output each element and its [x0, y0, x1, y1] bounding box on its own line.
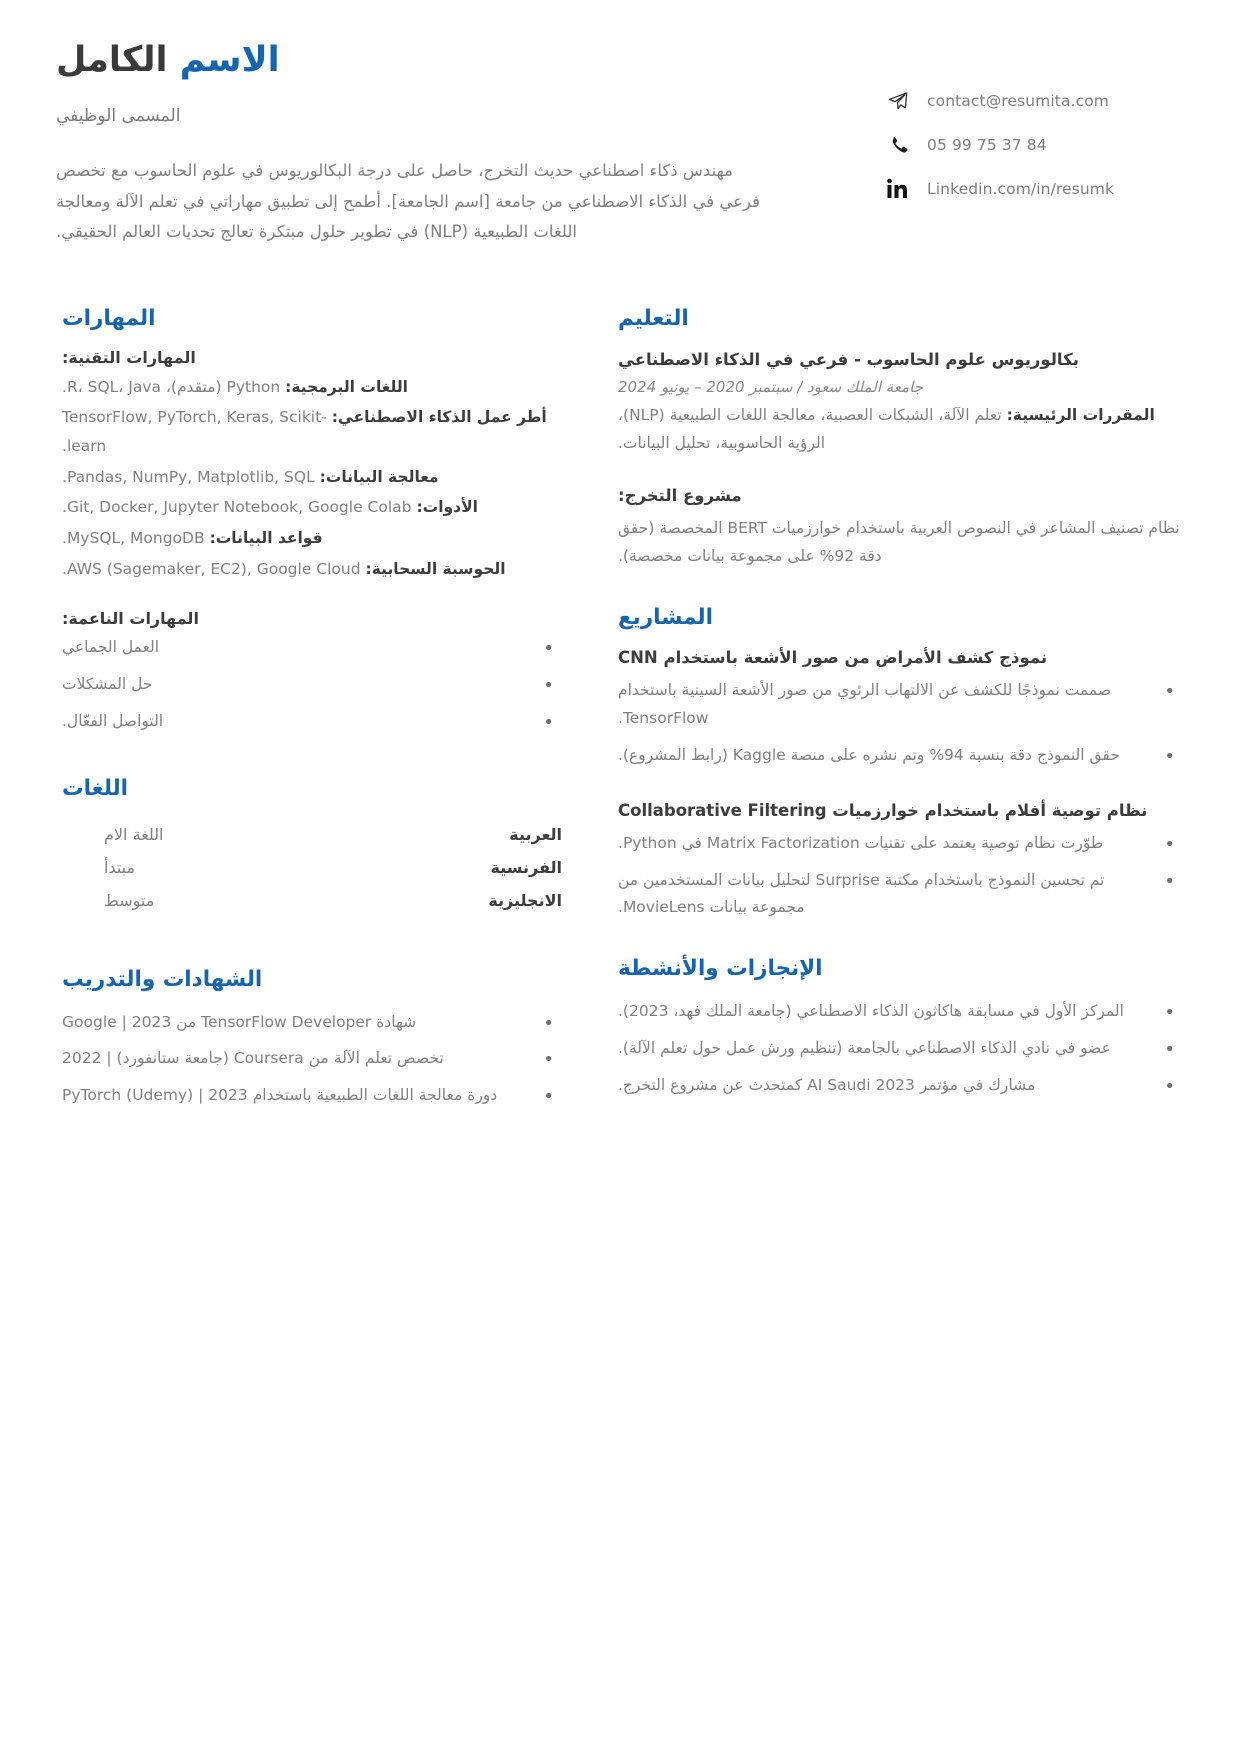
languages-table: [62, 818, 562, 917]
table-row: [62, 851, 562, 884]
section-title-projects: المشاريع: [618, 604, 713, 630]
list-item: • طوّرت نظام توصية يعتمد على تقنيات Matrix Factorization في Python.: [618, 830, 1183, 858]
language-name: العربية: [509, 824, 562, 844]
soft-skills-label: المهارات الناعمة:: [62, 609, 199, 629]
skill-row: [62, 555, 562, 584]
skill-row: [62, 403, 562, 460]
contact-item-linkedin[interactable]: [883, 176, 1183, 202]
section-education: [618, 306, 1183, 571]
list-item: • العمل الجماعي: [62, 634, 562, 662]
project-item: [618, 646, 1183, 769]
spacer: [618, 779, 1183, 799]
list-item: • دورة معالجة اللغات الطبيعية باستخدام PyTorch (Udemy) | 2023: [62, 1082, 562, 1110]
linkedin-icon: [883, 177, 913, 201]
language-level: اللغة الام: [104, 824, 164, 844]
skill-value: AWS (Sagemaker, EC2), Google Cloud.: [62, 559, 366, 578]
language-name: الانجليزية: [488, 890, 562, 910]
project-item: [618, 799, 1183, 922]
list-item: • تم تحسين النموذج باستخدام مكتبة Surprise لتحليل بيانات المستخدمين من مجموعة بيانات MovieLens.: [618, 867, 1183, 923]
section-title-certifications: الشهادات والتدريب: [62, 966, 263, 992]
section-certifications: [62, 967, 562, 1110]
skill-label: معالجة البيانات:: [319, 467, 439, 486]
table-row: [62, 818, 562, 851]
section-projects: [618, 605, 1183, 923]
education-courses-text: تعلم الآلة، الشبكات العصبية، معالجة اللغات الطبيعية (NLP)، الرؤية الحاسوبية، تحليل البيانات.: [618, 406, 1007, 453]
list-item: • المركز الأول في مسابقة هاكاثون الذكاء الاصطناعي (جامعة الملك فهد، 2023).: [618, 998, 1183, 1026]
section-languages: [62, 776, 562, 917]
technical-skills-label: المهارات التقنية:: [62, 347, 196, 367]
list-item: • مشارك في مؤتمر AI Saudi 2023 كمتحدث عن مشروع التخرج.: [618, 1072, 1183, 1100]
name-accent: الاسم: [179, 40, 280, 80]
skill-row: [62, 493, 562, 522]
skill-row: [62, 373, 562, 402]
send-icon: [883, 90, 913, 112]
list-item: • تخصص تعلم الآلة من Coursera (جامعة ستانفورد) | 2022: [62, 1045, 562, 1073]
skill-value: Pandas, NumPy, Matplotlib, SQL.: [62, 467, 320, 486]
contact-item-phone[interactable]: [883, 132, 1183, 158]
section-achievements: [618, 956, 1183, 1099]
capstone-text: نظام تصنيف المشاعر في النصوص العربية باستخدام خوارزميات BERT المخصصة (حقق دقة 92% على مجموعة بيانات مخصصة).: [618, 518, 1180, 565]
skill-value: MySQL, MongoDB.: [62, 528, 210, 547]
skill-label: الأدوات:: [416, 498, 478, 517]
project-bullets: [618, 830, 1183, 923]
project-name: نظام توصية أفلام باستخدام خوارزميات Collaborative Filtering: [618, 800, 1148, 820]
skill-label: اللغات البرمجية:: [285, 377, 408, 396]
professional-summary: مهندس ذكاء اصطناعي حديث التخرج، حاصل على درجة البكالوريوس في علوم الحاسوب مع تخصص فرعي في الذكاء الاصطناعي من جامعة [اسم الجامعة]. أطمح إلى تطبيق مهاراتي في تعلم الآلة ومعالجة اللغات الطبيعية (NLP) في تطوير حلول مبتكرة تعالج تحديات العالم الحقيقي.: [56, 161, 760, 242]
name-rest: الكامل: [56, 40, 180, 80]
skill-value: Git, Docker, Jupyter Notebook, Google Colab.: [62, 498, 417, 517]
email-value: contact@resumita.com: [927, 92, 1109, 110]
skill-label: قواعد البيانات:: [209, 528, 323, 547]
list-item: • التواصل الفعّال.: [62, 708, 562, 736]
skill-label: أطر عمل الذكاء الاصطناعي:: [331, 408, 547, 427]
table-row: [62, 884, 562, 917]
section-title-education: التعليم: [618, 305, 689, 331]
contact-item-email[interactable]: [883, 88, 1183, 114]
section-title-skills: المهارات: [62, 305, 156, 331]
achievements-list: [618, 998, 1183, 1100]
list-item: • عضو في نادي الذكاء الاصطناعي بالجامعة (تنظيم ورش عمل حول تعلم الآلة).: [618, 1035, 1183, 1063]
linkedin-value: Linkedin.com/in/resumk: [927, 180, 1115, 198]
phone-value: 05 99 75 37 84: [927, 136, 1047, 154]
job-title: المسمى الوظيفي: [56, 106, 181, 127]
skill-label: الحوسبة السحابية:: [365, 559, 506, 578]
education-school-dates: جامعة الملك سعود / سبتمبر 2020 – يونيو 2024: [618, 378, 923, 397]
language-level: مبتدأ: [104, 857, 136, 877]
right-column: [62, 306, 562, 1144]
list-item: • شهادة TensorFlow Developer من Google | 2023: [62, 1009, 562, 1037]
certifications-list: [62, 1009, 562, 1111]
soft-skills-list: [62, 634, 562, 736]
section-title-achievements: الإنجازات والأنشطة: [618, 956, 823, 982]
resume-header: [56, 40, 1183, 248]
education-courses: [618, 402, 1183, 458]
language-name: الفرنسية: [490, 857, 562, 877]
section-title-languages: اللغات: [62, 775, 129, 801]
skill-row: [62, 463, 562, 492]
phone-icon: [883, 135, 913, 156]
left-column: [618, 306, 1183, 1144]
skill-row: [62, 524, 562, 553]
page-title: [56, 40, 876, 80]
project-name: نموذج كشف الأمراض من صور الأشعة باستخدام CNN: [618, 648, 1048, 668]
list-item: • حل المشكلات: [62, 671, 562, 699]
skill-value: Python (متقدم)، R، SQL، Java.: [62, 377, 286, 396]
project-bullets: [618, 677, 1183, 770]
list-item: • حقق النموذج دقة بنسبة 94% وتم نشره على منصة Kaggle (رابط المشروع).: [618, 742, 1183, 770]
language-level: متوسط: [104, 890, 155, 910]
list-item: • صممت نموذجًا للكشف عن الالتهاب الرئوي من صور الأشعة السينية باستخدام TensorFlow.: [618, 677, 1183, 733]
contact-block: [883, 40, 1183, 220]
resume-body: [56, 306, 1183, 1144]
spacer: [618, 464, 1183, 484]
header-identity: [56, 40, 876, 248]
education-courses-label: المقررات الرئيسية:: [1006, 406, 1155, 425]
section-skills: [62, 306, 562, 736]
skill-value: TensorFlow, PyTorch, Keras, Scikit-learn.: [62, 408, 332, 455]
education-degree: بكالوريوس علوم الحاسوب - فرعي في الذكاء الاصطناعي: [618, 349, 1079, 369]
capstone-label: مشروع التخرج:: [618, 486, 742, 506]
